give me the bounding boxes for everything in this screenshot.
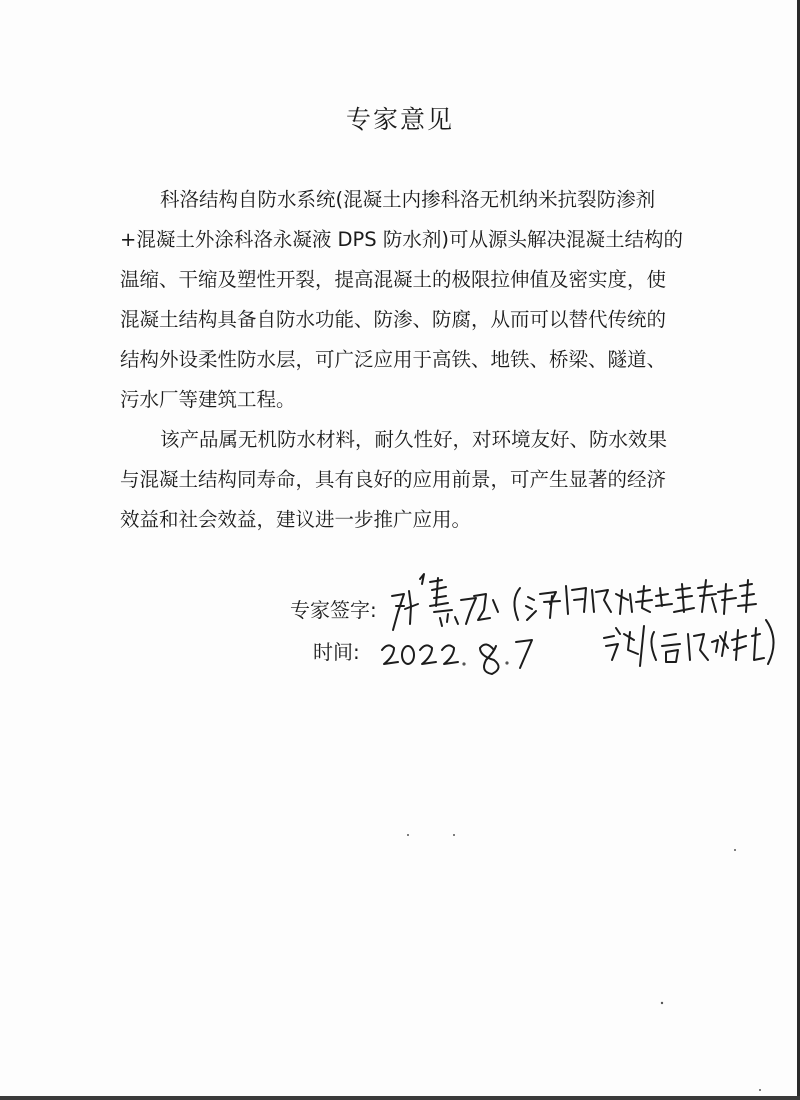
handwritten-signature xyxy=(392,574,498,630)
paragraph-1-line: 污水厂等建筑工程。 xyxy=(120,388,296,411)
scan-edge-bottom xyxy=(0,1096,800,1100)
signature-label: 专家签字: xyxy=(290,598,377,622)
paragraph-1-line: 温缩、干缩及塑性开裂，提高混凝土的极限拉伸值及密实度，使 xyxy=(120,268,667,291)
paragraph-1-line: 科洛结构自防水系统(混凝土内掺科洛无机纳米抗裂防渗剂 xyxy=(160,188,656,211)
opinion-body xyxy=(120,180,683,540)
paragraph-1-line: +混凝土外涂科洛永凝液 DPS 防水剂)可从源头解决混凝土结构的 xyxy=(120,228,683,251)
handwritten-affiliation xyxy=(514,580,773,666)
paragraph-2-line: 效益和社会效益，建议进一步推广应用。 xyxy=(120,508,472,531)
time-label: 时间: xyxy=(313,640,360,664)
scan-specks xyxy=(407,834,761,1091)
paragraph-1-line: 结构外设柔性防水层，可广泛应用于高铁、地铁、桥梁、隧道、 xyxy=(120,348,667,371)
handwritten-date xyxy=(382,640,532,674)
paragraph-2-line: 该产品属无机防水材料，耐久性好，对环境友好、防水效果 xyxy=(160,428,668,451)
paragraph-2-line: 与混凝土结构同寿命，具有良好的应用前景，可产生显著的经济 xyxy=(120,468,667,491)
page-title: 专家意见 xyxy=(345,105,454,134)
paragraph-1-line: 混凝土结构具备自防水功能、防渗、防腐，从而可以替代传统的 xyxy=(120,308,667,331)
